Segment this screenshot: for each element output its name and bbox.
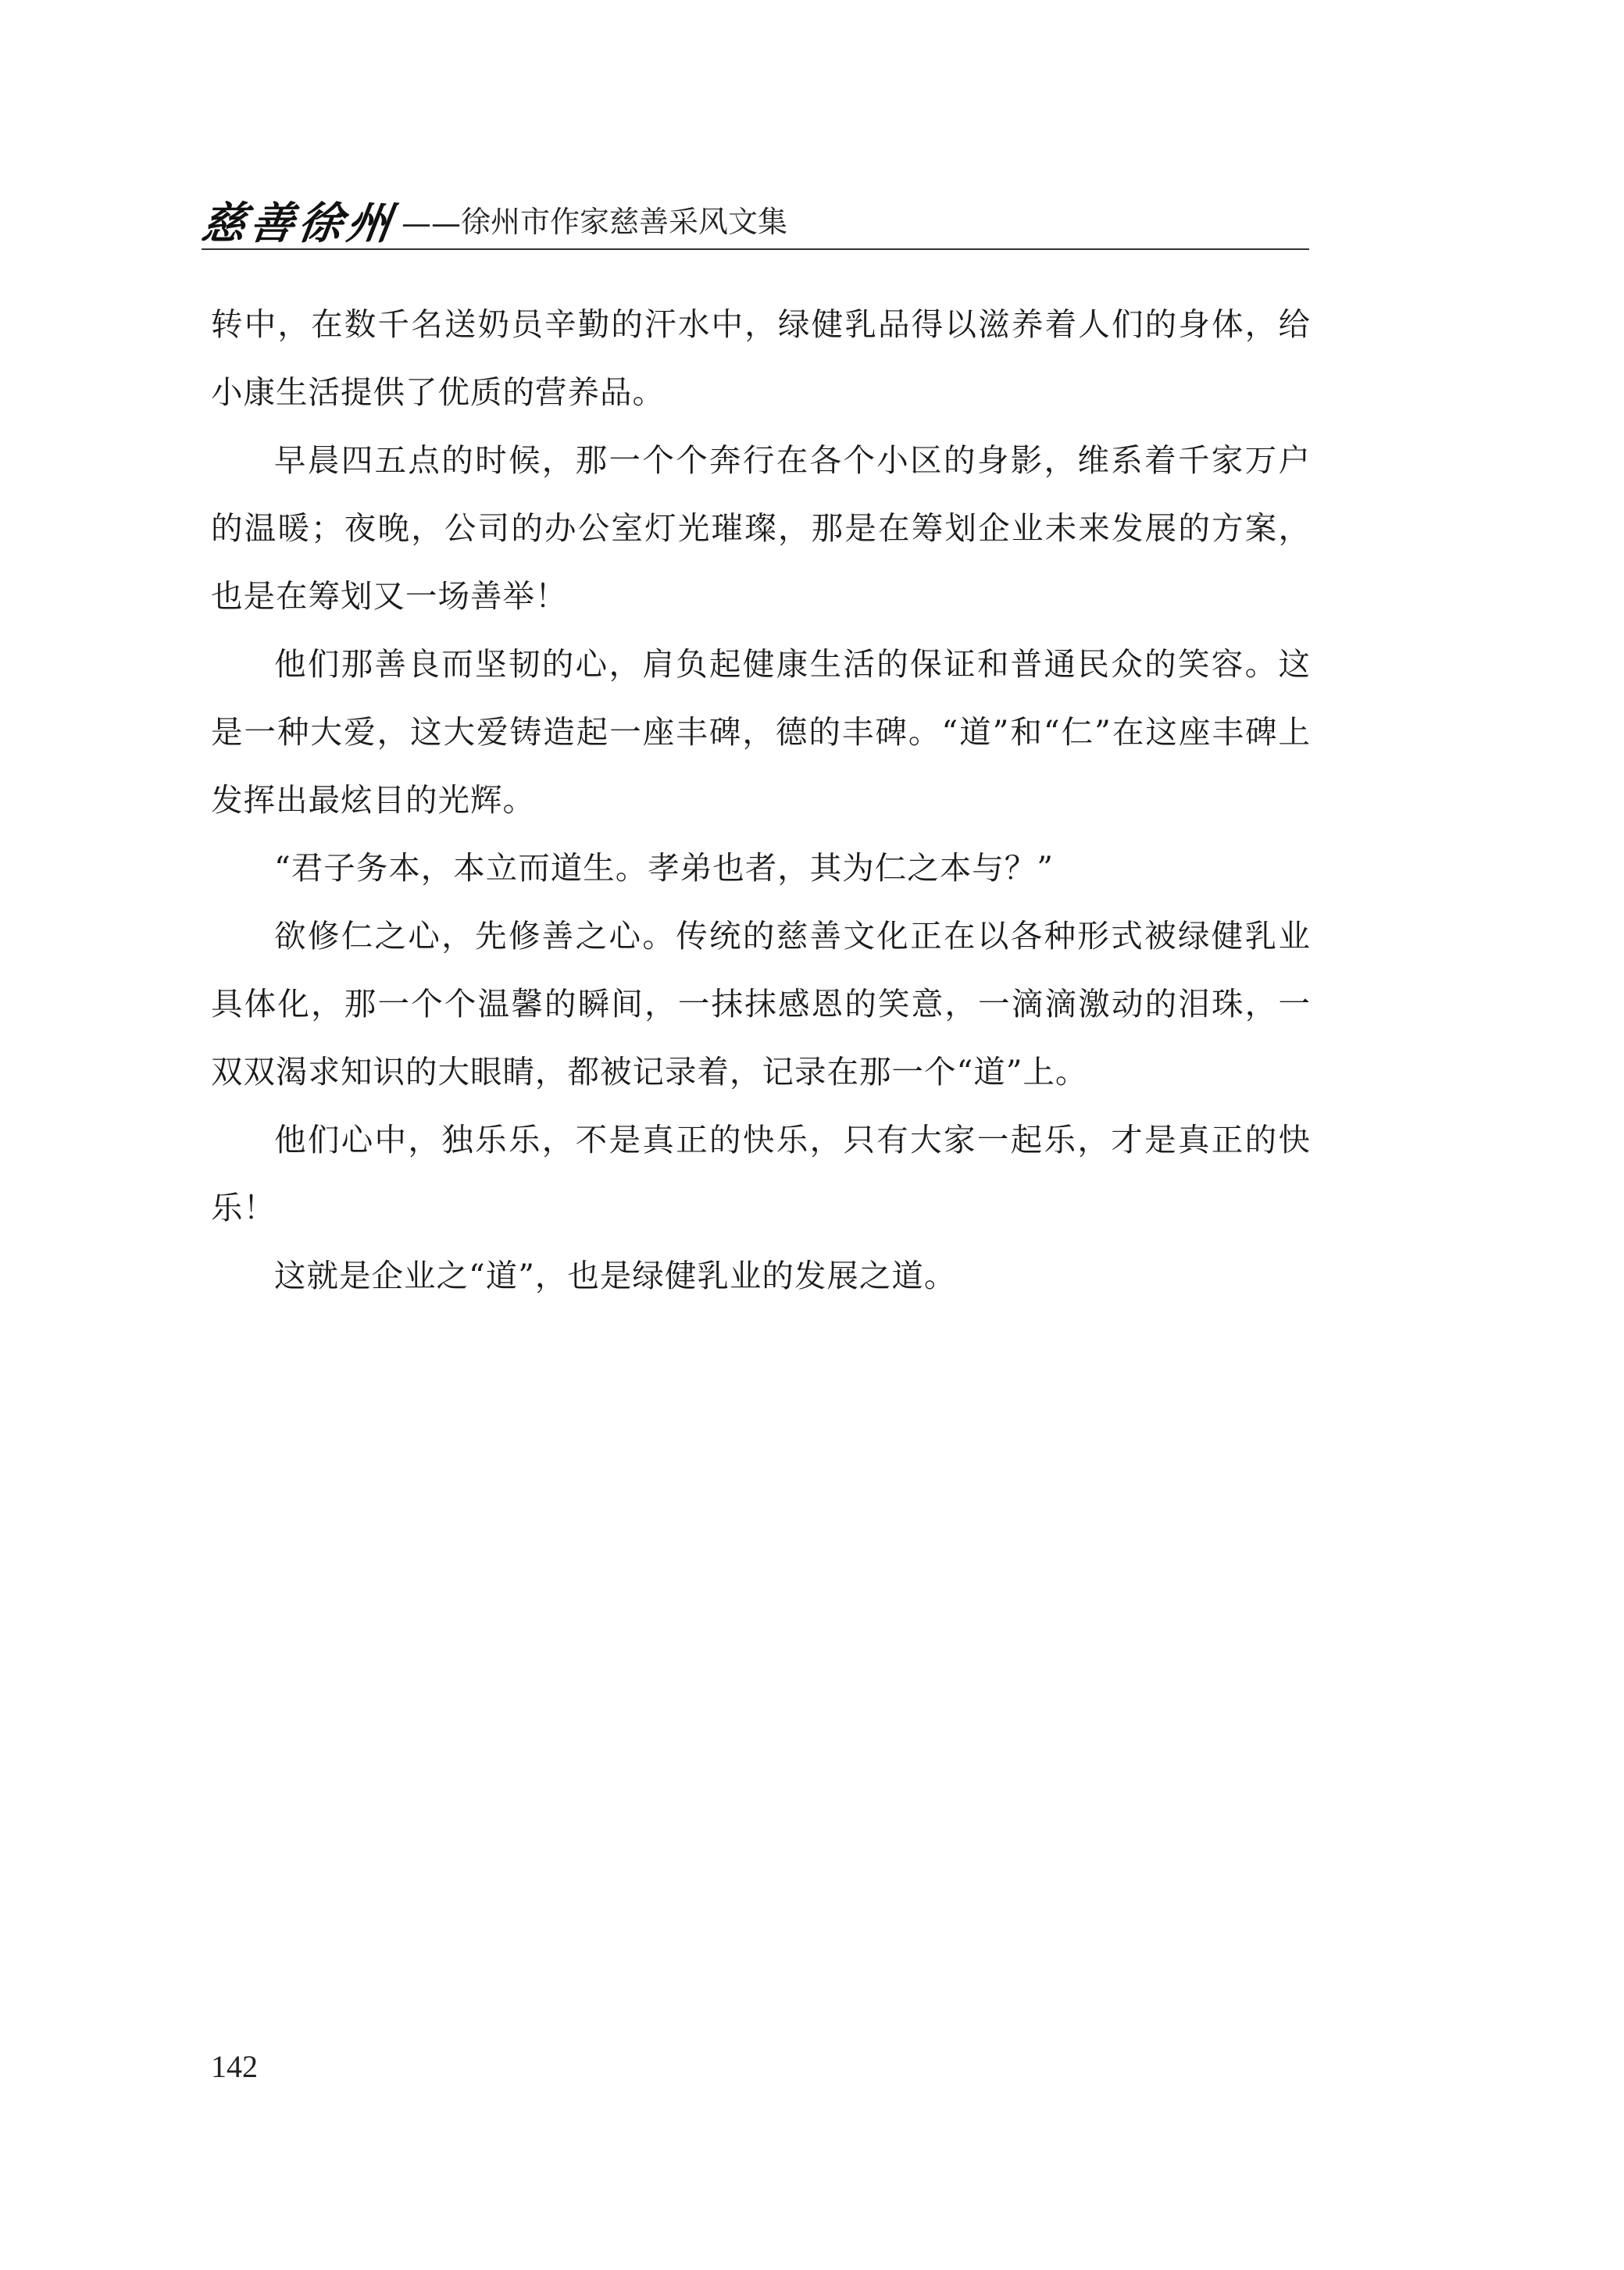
paragraph: 他们心中，独乐乐，不是真正的快乐，只有大家一起乐，才是真正的快乐！	[211, 1121, 1311, 1226]
header-dash: ——	[402, 206, 461, 241]
paragraph: 早晨四五点的时候，那一个个奔行在各个小区的身影，维系着千家万户的温暖；夜晚，公司的办公室灯光璀璨，那是在筹划企业未来发展的方案，也是在筹划又一场善举！	[211, 441, 1311, 615]
body-text	[211, 291, 1311, 1310]
book-subtitle: 徐州市作家慈善采风文集	[461, 205, 788, 239]
running-header	[198, 178, 1309, 250]
paragraph: “君子务本，本立而道生。孝弟也者，其为仁之本与？”	[274, 849, 1054, 887]
paragraph: 欲修仁之心，先修善之心。传统的慈善文化正在以各种形式被绿健乳业具体化，那一个个温馨的瞬间，一抹抹感恩的笑意，一滴滴激动的泪珠，一双双渴求知识的大眼睛，都被记录着，记录在那一个“道”上。	[211, 917, 1311, 1090]
paragraph: 他们那善良而坚韧的心，肩负起健康生活的保证和普通民众的笑容。这是一种大爱，这大爱铸造起一座丰碑，德的丰碑。“道”和“仁”在这座丰碑上发挥出最炫目的光辉。	[211, 645, 1311, 819]
page-number: 142	[211, 2049, 258, 2084]
paragraph: 转中，在数千名送奶员辛勤的汗水中，绿健乳品得以滋养着人们的身体，给小康生活提供了优质的营养品。	[211, 305, 1311, 411]
book-title-calligraphy: 慈善徐州	[198, 198, 400, 249]
header-rule	[202, 248, 1309, 250]
paragraph: 这就是企业之“道”，也是绿健乳业的发展之道。	[274, 1257, 957, 1294]
